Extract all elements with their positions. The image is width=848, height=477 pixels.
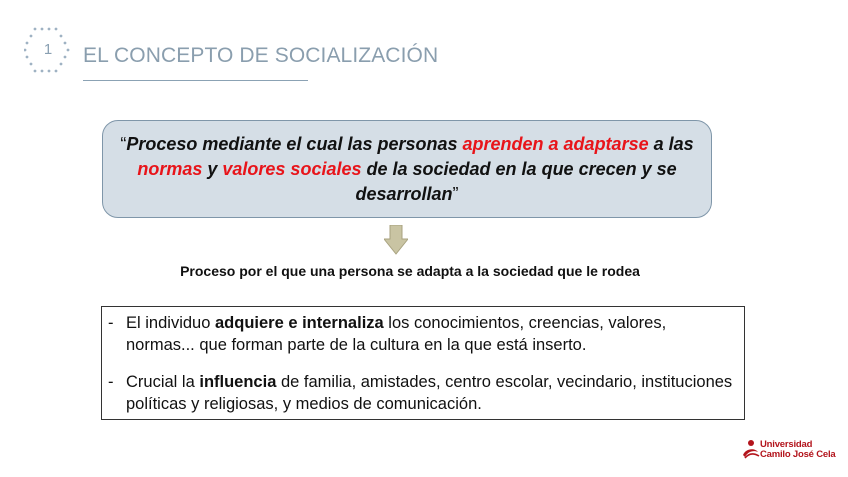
section-badge: [24, 26, 72, 74]
definition-part-2: a las: [648, 133, 694, 154]
logo-line-2: Camilo José Cela: [760, 449, 836, 460]
bullet-text-after: los conocimientos, creencias, valores, normas... que forman parte de la cultura en la que está inserto.: [126, 314, 667, 354]
highlight-adapt: aprenden a adaptarse: [462, 133, 649, 154]
section-number: 1: [43, 41, 53, 58]
bullet-text-before: Crucial la: [126, 373, 200, 391]
summary-text: Proceso por el que una persona se adapta a la sociedad que le rodea: [180, 263, 640, 279]
university-logo: [742, 438, 836, 462]
highlight-norms: normas: [137, 158, 203, 179]
highlight-values: valores sociales: [222, 158, 362, 179]
definition-text: [115, 132, 699, 207]
list-item: [108, 312, 734, 356]
down-arrow-icon: [384, 225, 408, 255]
list-item: [108, 371, 734, 415]
close-quote: ”: [452, 183, 459, 204]
bullet-dash: -: [108, 373, 114, 391]
bullet-text-before: El individuo: [126, 314, 215, 332]
definition-part-3: y: [202, 158, 223, 179]
open-quote: “: [120, 133, 127, 154]
university-logo-icon: [742, 439, 760, 459]
bullet-box: [101, 306, 745, 420]
bullet-text-bold: adquiere e internaliza: [214, 314, 384, 332]
definition-part-4: de la sociedad en la que crecen y se desarrollan: [355, 158, 677, 204]
title-underline: [83, 80, 308, 81]
page-title: EL CONCEPTO DE SOCIALIZACIÓN: [83, 44, 439, 67]
bullet-text: [126, 312, 734, 356]
bullet-text-bold: influencia: [199, 373, 277, 391]
definition-box: [102, 120, 712, 218]
logo-line-1: Universidad: [760, 439, 813, 450]
bullet-text-after: de familia, amistades, centro escolar, vecindario, instituciones políticas y religiosas, y medios de comunicación.: [126, 373, 733, 413]
definition-part-1: Proceso mediante el cual las personas: [126, 133, 463, 154]
bullet-dash: -: [108, 314, 114, 332]
bullet-text: [126, 371, 734, 415]
